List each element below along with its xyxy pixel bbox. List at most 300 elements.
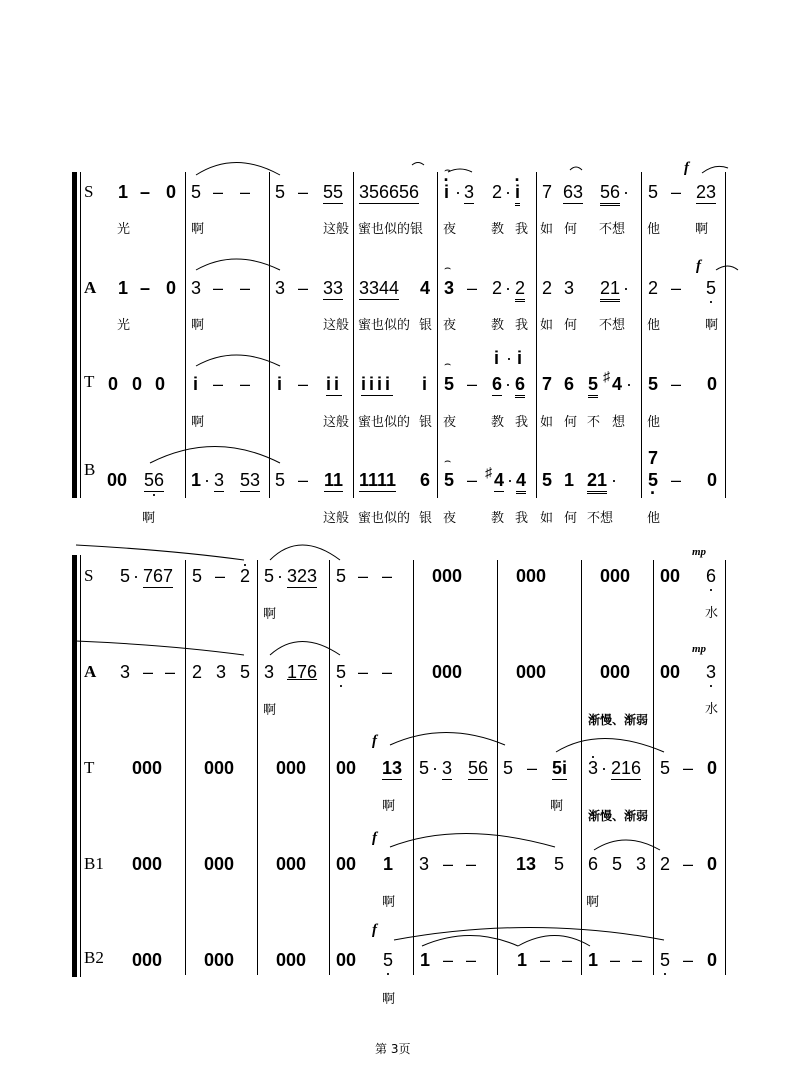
note-group: 216 — [611, 758, 642, 778]
system-bracket-line — [80, 555, 81, 977]
system-bracket — [72, 172, 77, 498]
lyric: 蜜也似的 — [358, 318, 411, 333]
note: 5 — [336, 566, 347, 586]
note: 3 — [191, 278, 202, 298]
system-bracket — [72, 555, 77, 977]
lyric: 我 — [515, 222, 529, 237]
note-low: 5 · — [336, 662, 346, 682]
voice-label: B — [84, 460, 96, 479]
note: 2 — [515, 278, 525, 302]
upper-note-high: i — [494, 348, 500, 368]
rest-group: 000 — [204, 854, 235, 874]
dash: – — [467, 278, 478, 298]
voice-label: T — [84, 372, 95, 391]
lyric: 何 — [564, 222, 578, 237]
lyric: 想 — [612, 415, 626, 430]
note: 5 — [192, 566, 203, 586]
note: 1 — [383, 854, 394, 874]
dot: · — [507, 470, 513, 490]
note: 1 — [517, 950, 528, 970]
note-group-low: 56 · — [144, 470, 164, 492]
dash: – — [215, 566, 226, 586]
lyric: 如 — [540, 222, 554, 237]
rest: 0 — [707, 374, 718, 394]
lyric: 我 — [515, 511, 529, 526]
barline — [269, 172, 270, 498]
lyric: 何 — [564, 318, 578, 333]
dot: · — [133, 566, 139, 586]
lyric: 蜜也似的银 — [358, 222, 424, 237]
note: 6 — [515, 374, 525, 398]
note: 6 — [492, 374, 503, 394]
dash: – — [240, 182, 251, 202]
rest: 00 — [336, 854, 357, 874]
rest-group: 000 — [276, 854, 307, 874]
dash: – — [298, 374, 309, 394]
lyric: 他 — [647, 415, 661, 430]
rest: 00 — [107, 470, 128, 490]
tempo-instruction: 渐慢、渐弱 — [588, 713, 649, 727]
barline — [353, 172, 354, 498]
slur — [390, 733, 505, 746]
lyric: 银 — [419, 318, 433, 333]
note-group: 323 — [287, 566, 318, 586]
note-high: · 3 — [588, 758, 598, 778]
note: 5 — [275, 182, 286, 202]
dash: – — [466, 950, 477, 970]
note-low: 3 · — [706, 662, 716, 682]
note: 3 — [564, 278, 575, 298]
system-bracket-line — [80, 172, 81, 498]
lyric: 这般 — [323, 511, 350, 526]
rest-group: 000 — [600, 566, 631, 586]
voice-label: S — [84, 566, 94, 585]
note: 3 — [214, 470, 225, 490]
lyric: 不 — [587, 415, 601, 430]
barline — [257, 560, 258, 975]
dash: – — [298, 278, 309, 298]
note-group: 55 — [323, 182, 344, 202]
lyric: 水 — [705, 606, 719, 621]
slur — [76, 545, 244, 560]
voice-label: A — [84, 662, 97, 681]
note-low: 5 · — [660, 950, 670, 970]
note: 7 — [542, 374, 553, 394]
rest-group: 000 — [276, 758, 307, 778]
barline — [437, 172, 438, 498]
note-group: 56 — [468, 758, 489, 778]
note-group: 23 — [696, 182, 717, 202]
dot: · — [626, 374, 632, 394]
rest-group: 000 — [132, 758, 163, 778]
rest-group: 000 — [204, 950, 235, 970]
note-group: 56 — [600, 182, 620, 206]
rest-group: 000 — [600, 662, 631, 682]
dot: · — [601, 758, 607, 778]
lyric: 不想 — [599, 318, 626, 333]
note: 2 — [492, 278, 503, 298]
note-group: 21 — [587, 470, 607, 494]
barline — [725, 172, 726, 498]
lyric: 如 — [540, 511, 554, 526]
note: 6 — [420, 470, 431, 490]
barline — [185, 560, 186, 975]
note-high: i — [277, 374, 283, 394]
note: 4 — [612, 374, 623, 394]
note-group: 21 — [600, 278, 620, 302]
slur — [716, 266, 738, 270]
dash: – — [143, 662, 154, 682]
note: 5 — [588, 374, 598, 398]
lyric: 啊 — [382, 992, 396, 1007]
dash: – — [443, 854, 454, 874]
note: 5 — [240, 662, 251, 682]
note-group: 767 — [143, 566, 174, 586]
note-group: 53 — [240, 470, 261, 490]
dash: – — [467, 470, 478, 490]
rest-group: 000 — [132, 950, 163, 970]
note-group-low: 176 — [287, 662, 318, 682]
rest: 0 — [707, 470, 718, 490]
lyric: 这般 — [323, 415, 350, 430]
lyric: 他 — [647, 222, 661, 237]
lyric: 啊 — [263, 607, 277, 622]
lyric: 教 — [491, 415, 505, 430]
lyric: 啊 — [191, 415, 205, 430]
dot: · — [611, 470, 617, 490]
slur — [422, 936, 518, 947]
barline — [413, 560, 414, 975]
lyric: 啊 — [191, 222, 205, 237]
slur — [518, 936, 590, 947]
note: 5 — [120, 566, 131, 586]
dot: · — [505, 374, 511, 394]
note-high: · 2 — [240, 566, 250, 586]
fermata-icon: ⌢ — [444, 164, 452, 176]
note: 5 — [554, 854, 565, 874]
dash: – — [298, 470, 309, 490]
rest: 00 — [336, 950, 357, 970]
voice-label: S — [84, 182, 94, 201]
note: 5 — [660, 758, 671, 778]
fermata-icon: ⌢ — [444, 262, 452, 274]
dash: – — [140, 182, 151, 202]
voice-label: B1 — [84, 854, 104, 873]
note: 2 — [648, 278, 659, 298]
note: 3 — [636, 854, 647, 874]
voice-label: T — [84, 758, 95, 777]
note: 1 — [191, 470, 202, 490]
rest: 0 — [108, 374, 119, 394]
upper-note-high: i — [517, 348, 523, 368]
note-low: 5 · — [706, 278, 716, 298]
lyric: 啊 — [191, 318, 205, 333]
barline — [536, 172, 537, 498]
dash: – — [671, 182, 682, 202]
lyric: 这般 — [323, 318, 350, 333]
lyric: 蜜也似的 — [358, 511, 411, 526]
lyric: 教 — [491, 222, 505, 237]
note: 2 — [192, 662, 203, 682]
dash: – — [683, 854, 694, 874]
dash: – — [358, 566, 369, 586]
rest: 0 — [166, 182, 177, 202]
dash: – — [683, 950, 694, 970]
rest-group: 000 — [432, 566, 463, 586]
note: 3 — [120, 662, 131, 682]
lyric: 水 — [705, 702, 719, 717]
lyric: 夜 — [443, 318, 457, 333]
note: 3 — [216, 662, 227, 682]
slur — [76, 641, 244, 655]
lyric: 啊 — [695, 222, 709, 237]
note-low: 5 · — [383, 950, 393, 970]
rest: 0 — [166, 278, 177, 298]
note: 4 — [494, 470, 505, 490]
dash: – — [467, 374, 478, 394]
fermata-icon: ⌢ — [444, 455, 452, 467]
dash: – — [466, 854, 477, 874]
note: 5 — [444, 374, 455, 394]
dynamic-forte: f — [372, 922, 377, 938]
lyric: 何 — [564, 511, 578, 526]
lyric: 光 — [117, 222, 131, 237]
note: 6 — [564, 374, 575, 394]
lyric: 啊 — [382, 799, 396, 814]
lyric: 光 — [117, 318, 131, 333]
dash: – — [382, 566, 393, 586]
dot: · — [623, 278, 629, 298]
note-high: · i — [444, 182, 449, 202]
dot: · — [432, 758, 438, 778]
note: 5 — [419, 758, 430, 778]
note: 1 — [420, 950, 431, 970]
note: 3 — [442, 758, 453, 778]
dash: – — [671, 374, 682, 394]
note: 1 — [588, 950, 599, 970]
note: 3 — [444, 278, 455, 298]
lyric: 啊 — [142, 511, 156, 526]
barline — [725, 560, 726, 975]
dash: – — [298, 182, 309, 202]
rest: 0 — [132, 374, 143, 394]
lyric: 教 — [491, 511, 505, 526]
note-low: 5 · — [648, 470, 658, 490]
lyric: 夜 — [443, 511, 457, 526]
note: 2 — [492, 182, 503, 202]
tempo-instruction: 渐慢、渐弱 — [588, 809, 649, 823]
note-group: 11 — [324, 470, 344, 490]
note-group: iiii — [361, 374, 394, 394]
dash: – — [140, 278, 151, 298]
dynamic-mezzo-piano: mp — [692, 546, 707, 558]
note-high: · i — [515, 182, 520, 206]
dash: – — [443, 950, 454, 970]
rest: 0 — [707, 758, 718, 778]
lyric: 蜜也似的 — [358, 415, 411, 430]
note: 5 — [542, 470, 553, 490]
note-group: 13 — [382, 758, 403, 778]
slur — [150, 447, 280, 464]
slur — [196, 259, 280, 270]
dash: – — [527, 758, 538, 778]
dot: · — [204, 470, 210, 490]
note-group: 63 — [563, 182, 584, 202]
dash: – — [540, 950, 551, 970]
barline — [581, 560, 582, 975]
note: 2 — [542, 278, 553, 298]
dynamic-forte: f — [372, 733, 377, 749]
note-group: 356656 — [359, 182, 420, 202]
note-group: 33 — [323, 278, 344, 298]
dash: – — [671, 470, 682, 490]
note: 5 — [503, 758, 514, 778]
lyric: 银 — [419, 511, 433, 526]
lyric: 何 — [564, 415, 578, 430]
barline — [185, 172, 186, 498]
dynamic-forte: f — [684, 160, 689, 176]
lyric: 如 — [540, 318, 554, 333]
dash: – — [671, 278, 682, 298]
note: 1 — [118, 182, 129, 202]
upper-note: 7 — [648, 448, 659, 468]
dash: – — [382, 662, 393, 682]
lyric: 我 — [515, 318, 529, 333]
page-number: 第 3页 — [375, 1042, 411, 1056]
dash: – — [610, 950, 621, 970]
dash: – — [213, 278, 224, 298]
rest: 0 — [707, 950, 718, 970]
dash: – — [240, 374, 251, 394]
dot: · — [277, 566, 283, 586]
note: 1 — [564, 470, 575, 490]
dash: – — [632, 950, 643, 970]
note-group: ii — [326, 374, 343, 394]
rest: 0 — [707, 854, 718, 874]
lyric: 啊 — [705, 318, 719, 333]
note: 6 — [588, 854, 599, 874]
rest-group: 000 — [516, 566, 547, 586]
lyric: 不想 — [599, 222, 626, 237]
note: 5 — [612, 854, 623, 874]
note: 5 — [648, 374, 659, 394]
slur — [390, 834, 555, 848]
note-high: i — [193, 374, 199, 394]
dash: – — [165, 662, 176, 682]
rest: 00 — [660, 566, 681, 586]
sharp-icon: ♯ — [603, 368, 610, 384]
note: 5 — [191, 182, 202, 202]
voice-label: B2 — [84, 948, 104, 967]
note: 2 — [660, 854, 671, 874]
dot: · — [505, 182, 511, 202]
note-group: 13 — [516, 854, 537, 874]
dash: – — [562, 950, 573, 970]
note: 5 — [275, 470, 286, 490]
slur — [196, 163, 280, 176]
note: 7 — [542, 182, 553, 202]
dash: – — [358, 662, 369, 682]
dot: · — [455, 182, 461, 202]
note: 5 — [648, 182, 659, 202]
barline — [641, 172, 642, 498]
lyric: 如 — [540, 415, 554, 430]
note: 4 — [420, 278, 431, 298]
note-group: 5i — [552, 758, 568, 778]
lyric: 夜 — [443, 415, 457, 430]
barline — [497, 560, 498, 975]
slur — [270, 545, 340, 560]
dash: – — [213, 374, 224, 394]
slur — [394, 928, 664, 941]
slur — [556, 739, 664, 753]
voice-label: A — [84, 278, 97, 297]
barline — [329, 560, 330, 975]
rest-group: 000 — [132, 854, 163, 874]
rest: 00 — [336, 758, 357, 778]
note: 5 — [444, 470, 455, 490]
lyric: 我 — [515, 415, 529, 430]
slur — [570, 167, 582, 170]
dynamic-forte: f — [696, 258, 701, 274]
note-group: 3344 — [359, 278, 400, 298]
dynamic-forte: f — [372, 830, 377, 846]
lyric: 啊 — [550, 799, 564, 814]
note: 3 — [419, 854, 430, 874]
dot: · — [623, 182, 629, 202]
lyric: 啊 — [586, 895, 600, 910]
dash: – — [683, 758, 694, 778]
dynamic-mezzo-piano: mp — [692, 643, 707, 655]
fermata-icon: ⌢ — [444, 358, 452, 370]
lyric: 夜 — [443, 222, 457, 237]
lyric: 教 — [491, 318, 505, 333]
slur — [196, 355, 280, 366]
note: 5 — [264, 566, 275, 586]
slur — [412, 163, 424, 166]
dot: · — [506, 348, 512, 368]
note-high: i — [422, 374, 428, 394]
note-group: 1111 — [359, 470, 397, 490]
dash: – — [213, 182, 224, 202]
note: 1 — [118, 278, 129, 298]
dot: · — [505, 278, 511, 298]
rest-group: 000 — [204, 758, 235, 778]
barline — [653, 560, 654, 975]
note: 4 — [516, 470, 526, 494]
lyric: 银 — [419, 415, 433, 430]
rest-group: 000 — [432, 662, 463, 682]
note: 3 — [264, 662, 275, 682]
lyric: 他 — [647, 318, 661, 333]
lyric: 啊 — [382, 895, 396, 910]
rest-group: 000 — [516, 662, 547, 682]
note: 3 — [275, 278, 286, 298]
lyric: 这般 — [323, 222, 350, 237]
note: 3 — [464, 182, 475, 202]
rest: 00 — [660, 662, 681, 682]
rest-group: 000 — [276, 950, 307, 970]
slur — [448, 169, 472, 172]
lyric: 不想 — [587, 511, 614, 526]
slur — [594, 840, 660, 850]
rest: 0 — [155, 374, 166, 394]
lyric: 啊 — [263, 703, 277, 718]
note-low: 6 · — [706, 566, 716, 586]
dash: – — [240, 278, 251, 298]
sharp-icon: ♯ — [485, 464, 492, 480]
lyric: 他 — [647, 511, 661, 526]
